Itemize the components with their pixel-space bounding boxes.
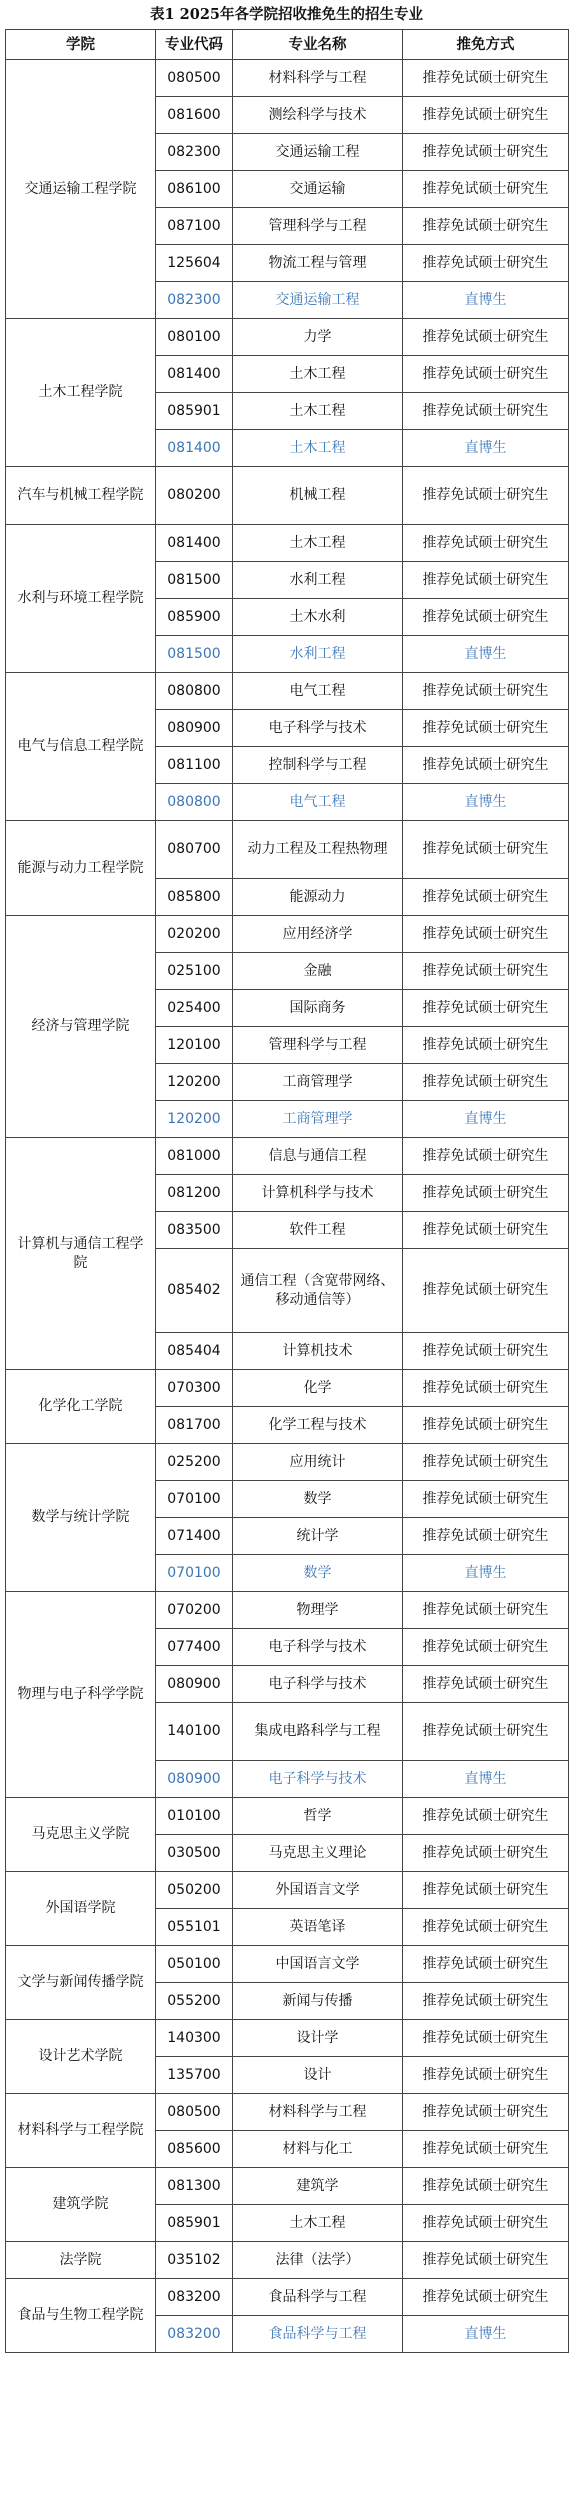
header-college: 学院 — [6, 30, 156, 60]
major-cell: 交通运输 — [233, 171, 403, 208]
code-cell: 083200 — [156, 2316, 233, 2353]
method-cell: 推荐免试硕士研究生 — [403, 821, 569, 879]
table-row — [6, 467, 569, 525]
code-cell: 080500 — [156, 60, 233, 97]
method-cell: 推荐免试硕士研究生 — [403, 747, 569, 784]
code-cell: 081500 — [156, 636, 233, 673]
method-cell: 推荐免试硕士研究生 — [403, 599, 569, 636]
major-cell: 化学 — [233, 1370, 403, 1407]
college-cell: 材料科学与工程学院 — [6, 2094, 156, 2168]
method-cell: 推荐免试硕士研究生 — [403, 467, 569, 525]
method-cell: 推荐免试硕士研究生 — [403, 1983, 569, 2020]
code-cell: 085901 — [156, 2205, 233, 2242]
major-cell: 材料科学与工程 — [233, 2094, 403, 2131]
method-cell: 推荐免试硕士研究生 — [403, 562, 569, 599]
code-cell: 080800 — [156, 784, 233, 821]
code-cell: 055101 — [156, 1909, 233, 1946]
method-cell: 推荐免试硕士研究生 — [403, 2279, 569, 2316]
code-cell: 070300 — [156, 1370, 233, 1407]
table-row — [6, 525, 569, 562]
major-cell: 应用经济学 — [233, 916, 403, 953]
method-cell: 推荐免试硕士研究生 — [403, 1909, 569, 1946]
code-cell: 080500 — [156, 2094, 233, 2131]
major-cell: 通信工程（含宽带网络、移动通信等） — [233, 1249, 403, 1333]
major-cell: 土木水利 — [233, 599, 403, 636]
major-cell: 金融 — [233, 953, 403, 990]
method-cell: 推荐免试硕士研究生 — [403, 1370, 569, 1407]
method-cell: 推荐免试硕士研究生 — [403, 1481, 569, 1518]
college-cell: 计算机与通信工程学院 — [6, 1138, 156, 1370]
method-cell: 推荐免试硕士研究生 — [403, 134, 569, 171]
code-cell: 081100 — [156, 747, 233, 784]
major-cell: 外国语言文学 — [233, 1872, 403, 1909]
college-cell: 化学化工学院 — [6, 1370, 156, 1444]
major-cell: 水利工程 — [233, 562, 403, 599]
method-cell: 推荐免试硕士研究生 — [403, 525, 569, 562]
code-cell: 010100 — [156, 1798, 233, 1835]
method-cell: 推荐免试硕士研究生 — [403, 2057, 569, 2094]
college-cell: 马克思主义学院 — [6, 1798, 156, 1872]
code-cell: 050200 — [156, 1872, 233, 1909]
major-cell: 数学 — [233, 1555, 403, 1592]
major-cell: 控制科学与工程 — [233, 747, 403, 784]
method-cell: 推荐免试硕士研究生 — [403, 916, 569, 953]
code-cell: 120100 — [156, 1027, 233, 1064]
college-cell: 能源与动力工程学院 — [6, 821, 156, 916]
method-cell: 推荐免试硕士研究生 — [403, 1333, 569, 1370]
major-cell: 化学工程与技术 — [233, 1407, 403, 1444]
code-cell: 081300 — [156, 2168, 233, 2205]
method-cell: 推荐免试硕士研究生 — [403, 1064, 569, 1101]
code-cell: 071400 — [156, 1518, 233, 1555]
code-cell: 080200 — [156, 467, 233, 525]
table-row — [6, 319, 569, 356]
major-cell: 土木工程 — [233, 525, 403, 562]
code-cell: 120200 — [156, 1064, 233, 1101]
code-cell: 080900 — [156, 1666, 233, 1703]
code-cell: 081200 — [156, 1175, 233, 1212]
major-cell: 信息与通信工程 — [233, 1138, 403, 1175]
major-cell: 应用统计 — [233, 1444, 403, 1481]
code-cell: 080100 — [156, 319, 233, 356]
major-cell: 物理学 — [233, 1592, 403, 1629]
method-cell: 推荐免试硕士研究生 — [403, 1798, 569, 1835]
table-row — [6, 2020, 569, 2057]
college-cell: 土木工程学院 — [6, 319, 156, 467]
college-cell: 经济与管理学院 — [6, 916, 156, 1138]
major-cell: 设计 — [233, 2057, 403, 2094]
method-cell: 直博生 — [403, 1761, 569, 1798]
major-cell: 食品科学与工程 — [233, 2316, 403, 2353]
method-cell: 推荐免试硕士研究生 — [403, 1407, 569, 1444]
major-cell: 管理科学与工程 — [233, 1027, 403, 1064]
header-method: 推免方式 — [403, 30, 569, 60]
code-cell: 081500 — [156, 562, 233, 599]
major-cell: 数学 — [233, 1481, 403, 1518]
major-cell: 计算机科学与技术 — [233, 1175, 403, 1212]
document-page — [5, 0, 568, 2353]
method-cell: 推荐免试硕士研究生 — [403, 208, 569, 245]
major-cell: 电子科学与技术 — [233, 1629, 403, 1666]
code-cell: 025100 — [156, 953, 233, 990]
table-row — [6, 1138, 569, 1175]
major-cell: 哲学 — [233, 1798, 403, 1835]
method-cell: 推荐免试硕士研究生 — [403, 97, 569, 134]
method-cell: 推荐免试硕士研究生 — [403, 2242, 569, 2279]
college-cell: 水利与环境工程学院 — [6, 525, 156, 673]
major-cell: 动力工程及工程热物理 — [233, 821, 403, 879]
code-cell: 030500 — [156, 1835, 233, 1872]
code-cell: 081000 — [156, 1138, 233, 1175]
table-row — [6, 2168, 569, 2205]
code-cell: 077400 — [156, 1629, 233, 1666]
code-cell: 085901 — [156, 393, 233, 430]
major-cell: 管理科学与工程 — [233, 208, 403, 245]
major-cell: 软件工程 — [233, 1212, 403, 1249]
code-cell: 135700 — [156, 2057, 233, 2094]
table-row — [6, 2279, 569, 2316]
major-cell: 材料科学与工程 — [233, 60, 403, 97]
major-cell: 电气工程 — [233, 673, 403, 710]
method-cell: 推荐免试硕士研究生 — [403, 953, 569, 990]
table-row — [6, 673, 569, 710]
code-cell: 080900 — [156, 1761, 233, 1798]
major-cell: 工商管理学 — [233, 1101, 403, 1138]
method-cell: 推荐免试硕士研究生 — [403, 1175, 569, 1212]
method-cell: 直博生 — [403, 636, 569, 673]
code-cell: 085600 — [156, 2131, 233, 2168]
major-cell: 交通运输工程 — [233, 282, 403, 319]
college-cell: 电气与信息工程学院 — [6, 673, 156, 821]
method-cell: 推荐免试硕士研究生 — [403, 356, 569, 393]
header-code: 专业代码 — [156, 30, 233, 60]
method-cell: 推荐免试硕士研究生 — [403, 673, 569, 710]
code-cell: 082300 — [156, 282, 233, 319]
method-cell: 推荐免试硕士研究生 — [403, 2131, 569, 2168]
major-cell: 新闻与传播 — [233, 1983, 403, 2020]
code-cell: 080800 — [156, 673, 233, 710]
code-cell: 070200 — [156, 1592, 233, 1629]
table-row — [6, 1592, 569, 1629]
major-cell: 水利工程 — [233, 636, 403, 673]
method-cell: 直博生 — [403, 282, 569, 319]
code-cell: 083500 — [156, 1212, 233, 1249]
method-cell: 推荐免试硕士研究生 — [403, 1946, 569, 1983]
code-cell: 081700 — [156, 1407, 233, 1444]
major-cell: 英语笔译 — [233, 1909, 403, 1946]
major-cell: 土木工程 — [233, 356, 403, 393]
method-cell: 推荐免试硕士研究生 — [403, 1666, 569, 1703]
admission-table — [5, 29, 569, 2353]
major-cell: 电子科学与技术 — [233, 1666, 403, 1703]
major-cell: 材料与化工 — [233, 2131, 403, 2168]
header-major: 专业名称 — [233, 30, 403, 60]
code-cell: 081600 — [156, 97, 233, 134]
method-cell: 直博生 — [403, 430, 569, 467]
major-cell: 国际商务 — [233, 990, 403, 1027]
college-cell: 物理与电子科学学院 — [6, 1592, 156, 1798]
method-cell: 推荐免试硕士研究生 — [403, 393, 569, 430]
code-cell: 081400 — [156, 356, 233, 393]
table-row — [6, 1798, 569, 1835]
code-cell: 020200 — [156, 916, 233, 953]
method-cell: 推荐免试硕士研究生 — [403, 1212, 569, 1249]
table-body — [6, 60, 569, 2353]
code-cell: 080900 — [156, 710, 233, 747]
major-cell: 工商管理学 — [233, 1064, 403, 1101]
method-cell: 推荐免试硕士研究生 — [403, 1592, 569, 1629]
method-cell: 推荐免试硕士研究生 — [403, 2205, 569, 2242]
code-cell: 087100 — [156, 208, 233, 245]
code-cell: 085404 — [156, 1333, 233, 1370]
code-cell: 140100 — [156, 1703, 233, 1761]
method-cell: 推荐免试硕士研究生 — [403, 1629, 569, 1666]
method-cell: 推荐免试硕士研究生 — [403, 1027, 569, 1064]
major-cell: 力学 — [233, 319, 403, 356]
code-cell: 082300 — [156, 134, 233, 171]
college-cell: 文学与新闻传播学院 — [6, 1946, 156, 2020]
table-title: 表1 2025年各学院招收推免生的招生专业 — [150, 6, 423, 23]
table-row — [6, 1872, 569, 1909]
code-cell: 085900 — [156, 599, 233, 636]
major-cell: 设计学 — [233, 2020, 403, 2057]
method-cell: 推荐免试硕士研究生 — [403, 879, 569, 916]
college-cell: 食品与生物工程学院 — [6, 2279, 156, 2353]
code-cell: 120200 — [156, 1101, 233, 1138]
major-cell: 电子科学与技术 — [233, 710, 403, 747]
major-cell: 交通运输工程 — [233, 134, 403, 171]
college-cell: 交通运输工程学院 — [6, 60, 156, 319]
method-cell: 推荐免试硕士研究生 — [403, 245, 569, 282]
method-cell: 直博生 — [403, 1555, 569, 1592]
major-cell: 物流工程与管理 — [233, 245, 403, 282]
college-cell: 建筑学院 — [6, 2168, 156, 2242]
code-cell: 055200 — [156, 1983, 233, 2020]
method-cell: 推荐免试硕士研究生 — [403, 1249, 569, 1333]
code-cell: 125604 — [156, 245, 233, 282]
major-cell: 法律（法学） — [233, 2242, 403, 2279]
method-cell: 推荐免试硕士研究生 — [403, 60, 569, 97]
code-cell: 081400 — [156, 430, 233, 467]
major-cell: 统计学 — [233, 1518, 403, 1555]
table-row — [6, 1946, 569, 1983]
table-row — [6, 2094, 569, 2131]
table-row — [6, 60, 569, 97]
table-row — [6, 821, 569, 879]
code-cell: 085402 — [156, 1249, 233, 1333]
method-cell: 推荐免试硕士研究生 — [403, 1444, 569, 1481]
major-cell: 马克思主义理论 — [233, 1835, 403, 1872]
table-row — [6, 1370, 569, 1407]
college-cell: 数学与统计学院 — [6, 1444, 156, 1592]
code-cell: 083200 — [156, 2279, 233, 2316]
major-cell: 计算机技术 — [233, 1333, 403, 1370]
method-cell: 推荐免试硕士研究生 — [403, 710, 569, 747]
code-cell: 070100 — [156, 1555, 233, 1592]
method-cell: 推荐免试硕士研究生 — [403, 1835, 569, 1872]
table-row — [6, 916, 569, 953]
major-cell: 测绘科学与技术 — [233, 97, 403, 134]
college-cell: 法学院 — [6, 2242, 156, 2279]
method-cell: 直博生 — [403, 2316, 569, 2353]
method-cell: 推荐免试硕士研究生 — [403, 1872, 569, 1909]
college-cell: 设计艺术学院 — [6, 2020, 156, 2094]
major-cell: 中国语言文学 — [233, 1946, 403, 1983]
code-cell: 070100 — [156, 1481, 233, 1518]
major-cell: 集成电路科学与工程 — [233, 1703, 403, 1761]
table-row — [6, 1444, 569, 1481]
method-cell: 推荐免试硕士研究生 — [403, 319, 569, 356]
major-cell: 土木工程 — [233, 2205, 403, 2242]
major-cell: 土木工程 — [233, 430, 403, 467]
method-cell: 推荐免试硕士研究生 — [403, 1703, 569, 1761]
code-cell: 081400 — [156, 525, 233, 562]
code-cell: 086100 — [156, 171, 233, 208]
code-cell: 035102 — [156, 2242, 233, 2279]
method-cell: 推荐免试硕士研究生 — [403, 1518, 569, 1555]
method-cell: 推荐免试硕士研究生 — [403, 2094, 569, 2131]
method-cell: 直博生 — [403, 1101, 569, 1138]
code-cell: 025200 — [156, 1444, 233, 1481]
code-cell: 080700 — [156, 821, 233, 879]
code-cell: 025400 — [156, 990, 233, 1027]
header-row — [6, 30, 569, 60]
college-cell: 汽车与机械工程学院 — [6, 467, 156, 525]
major-cell: 电子科学与技术 — [233, 1761, 403, 1798]
method-cell: 推荐免试硕士研究生 — [403, 2168, 569, 2205]
major-cell: 机械工程 — [233, 467, 403, 525]
method-cell: 推荐免试硕士研究生 — [403, 1138, 569, 1175]
method-cell: 直博生 — [403, 784, 569, 821]
major-cell: 食品科学与工程 — [233, 2279, 403, 2316]
college-cell: 外国语学院 — [6, 1872, 156, 1946]
method-cell: 推荐免试硕士研究生 — [403, 2020, 569, 2057]
code-cell: 050100 — [156, 1946, 233, 1983]
major-cell: 土木工程 — [233, 393, 403, 430]
major-cell: 建筑学 — [233, 2168, 403, 2205]
code-cell: 085800 — [156, 879, 233, 916]
major-cell: 能源动力 — [233, 879, 403, 916]
method-cell: 推荐免试硕士研究生 — [403, 171, 569, 208]
table-row — [6, 2242, 569, 2279]
code-cell: 140300 — [156, 2020, 233, 2057]
major-cell: 电气工程 — [233, 784, 403, 821]
method-cell: 推荐免试硕士研究生 — [403, 990, 569, 1027]
